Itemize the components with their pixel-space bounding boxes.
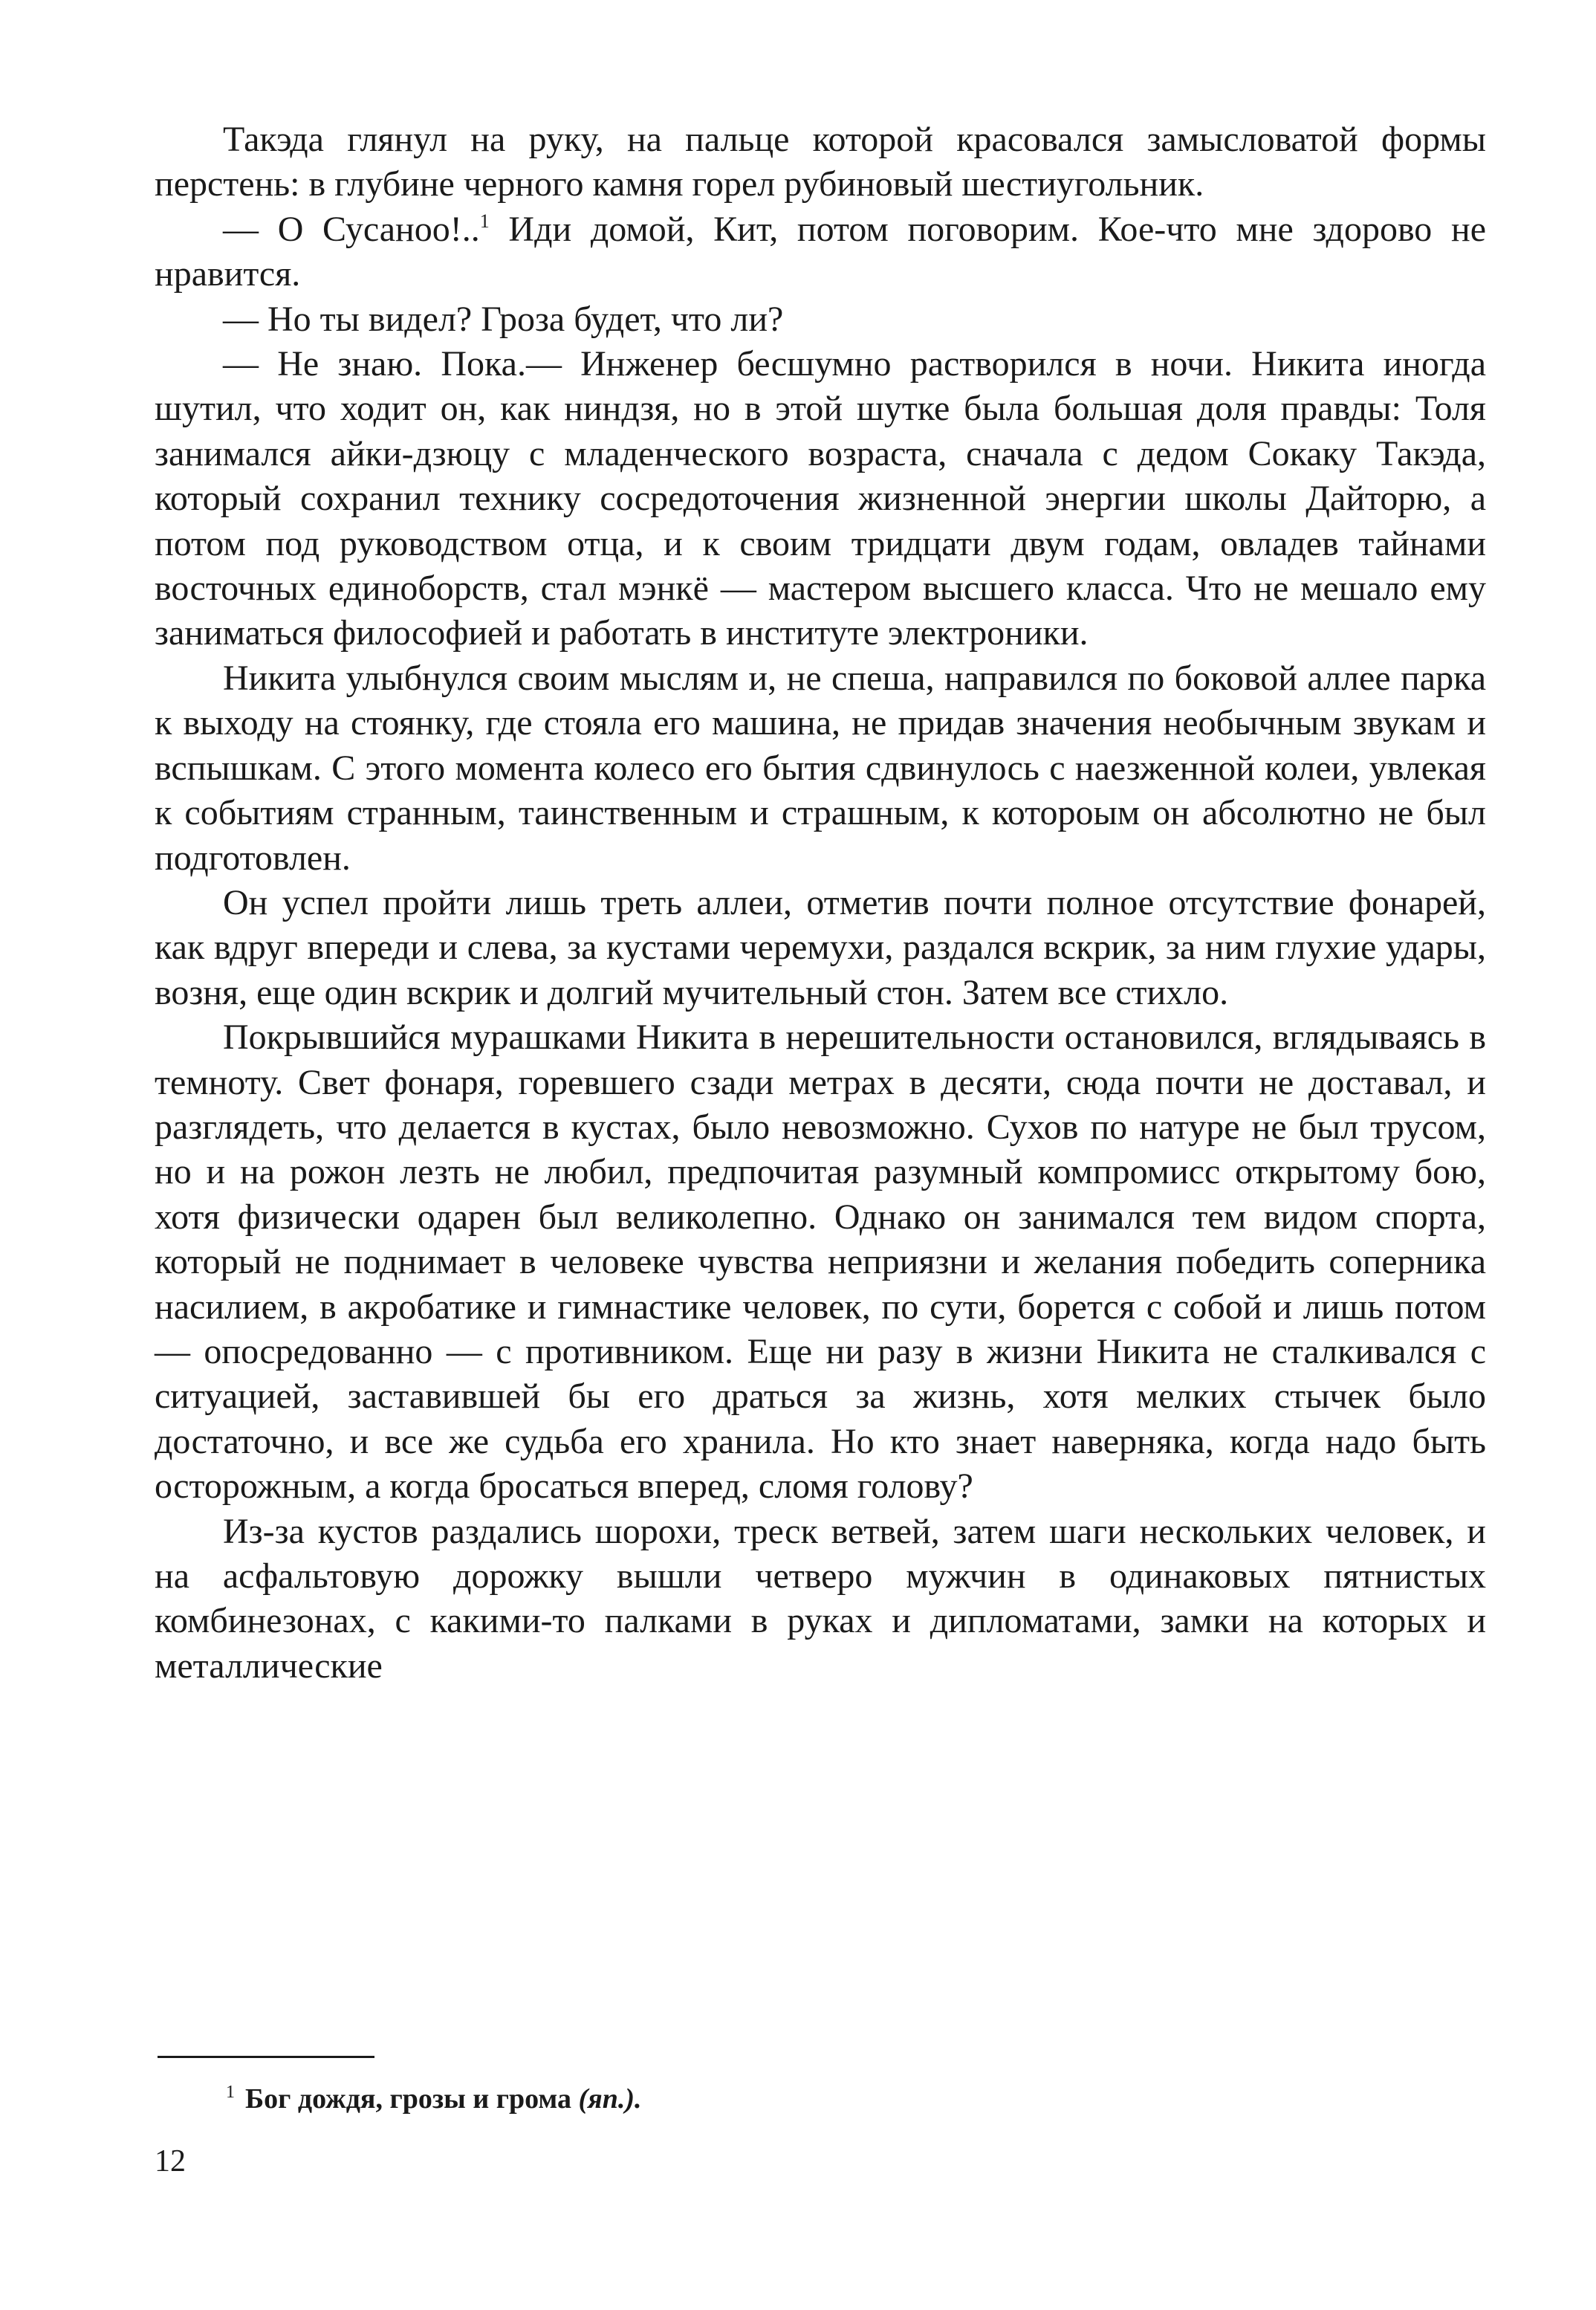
paragraph-6: Он успел пройти лишь треть аллеи, отметив почти полное отсутствие фонарей, как вдруг впереди и слева, за кустами черемухи, раздался вскрик, за ним глухие удары, возня, еще один вскрик и долгий мучительный стон. Затем все стихло.: [155, 882, 1486, 1012]
paragraph-8: Из-за кустов раздались шорохи, треск ветвей, затем шаги нескольких человек, и на асфальтовую дорожку вышли четверо мужчин в одинаковых пятнистых комбинезонах, с какими-то палками в руках и дипломатами, замки на которых и металлические: [155, 1511, 1486, 1686]
paragraph-1: Такэда глянул на руку, на пальце которой красовался замысловатой формы перстень: в глубине черного камня горел рубиновый шестиугольник.: [155, 120, 1486, 204]
paragraph-2-start: — О Сусаноо!..: [223, 209, 480, 249]
main-text: [155, 117, 1486, 1689]
paragraph-2: [155, 207, 1486, 297]
paragraph-4: — Не знаю. Пока.— Инженер бесшумно растворился в ночи. Никита иногда шутил, что ходит он, как ниндзя, но в этой шутке была большая доля правды: Толя занимался айки-дзюцу с младенческого возраста, сначала с дедом Сокаку Такэда, который сохранил технику сосредоточения жизненной энергии школы Дайторю, а потом под руководством отца, и к своим тридцати двум годам, овладев тайнами восточных единоборств, стал мэнкё — мастером высшего класса. Что не мешало ему заниматься философией и работать в институте электроники.: [155, 344, 1486, 653]
footnote-divider: [158, 2056, 374, 2058]
footnote-reference: 1: [479, 210, 490, 232]
footnote-language: (яп.).: [578, 2083, 642, 2115]
paragraph-7: Покрывшийся мурашками Никита в нерешительности остановился, вглядываясь в темноту. Свет фонаря, горевшего сзади метрах в десяти, сюда почти не доставал, и разглядеть, что делается в кустах, было невозможно. Сухов по натуре не был трусом, но и на рожон лезть не любил, предпочитая разумный компромисс открытому бою, хотя физически одарен был великолепно. Однако он занимался тем видом спорта, который не поднимает в человеке чувства неприязни и желания победить соперника насилием, в акробатике и гимнастике человек, по сути, борется с собой и лишь потом — опосредованно — с противником. Еще ни разу в жизни Никита не сталкивался с ситуацией, заставившей бы его драться за жизнь, хотя мелких стычек было достаточно, и все же судьба его хранила. Но кто знает наверняка, когда надо быть осторожным, а когда бросаться вперед, сломя голову?: [155, 1017, 1486, 1507]
footnote-text: Бог дождя, грозы и грома: [245, 2083, 579, 2115]
paragraph-2-end: Иди домой, Кит, потом поговорим. Кое-что мне здорово не нравится.: [155, 209, 1486, 294]
paragraph-5: Никита улыбнулся своим мыслям и, не спеша, направился по боковой аллее парка к выходу на стоянку, где стояла его машина, не придав значения необычным звукам и вспышкам. С этого момента колесо его бытия сдвинулось с наезженной колеи, увлекая к событиям странным, таинственным и страшным, к котороым он абсолютно не был подготовлен.: [155, 658, 1486, 878]
page-number: 12: [155, 2144, 186, 2178]
footnote: [226, 2081, 1415, 2117]
paragraph-3: — Но ты видел? Гроза будет, что ли?: [223, 299, 784, 339]
footnote-marker: 1: [226, 2083, 235, 2102]
